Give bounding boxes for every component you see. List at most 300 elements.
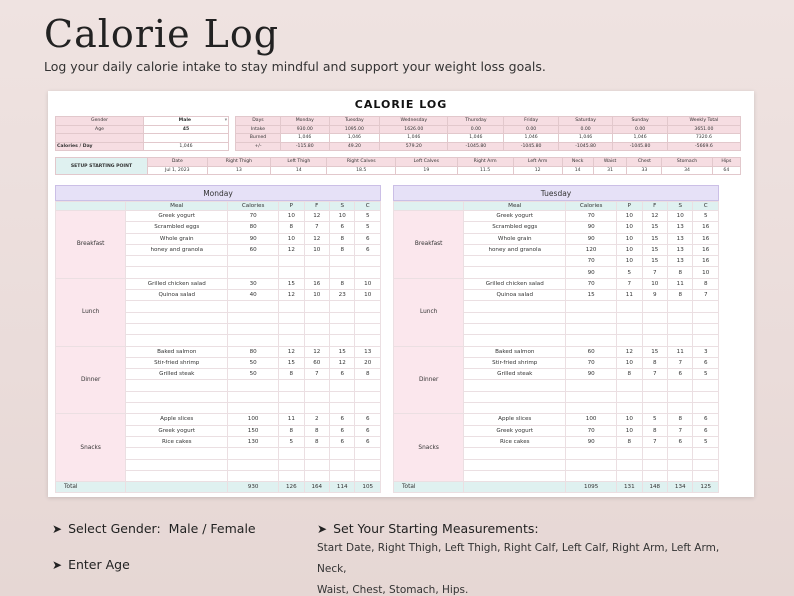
value-cell[interactable]: [228, 403, 279, 414]
value-cell[interactable]: 6: [355, 233, 381, 244]
value-cell[interactable]: 10: [304, 290, 329, 301]
value-cell[interactable]: 15: [279, 278, 304, 289]
food-cell[interactable]: [126, 448, 228, 459]
measure-input[interactable]: 11.5: [457, 166, 513, 175]
food-cell[interactable]: Whole grain: [464, 233, 566, 244]
food-cell[interactable]: [464, 256, 566, 267]
food-cell[interactable]: [464, 301, 566, 312]
value-cell[interactable]: 6: [330, 369, 355, 380]
value-cell[interactable]: 8: [330, 233, 355, 244]
value-cell[interactable]: [355, 323, 381, 334]
value-cell[interactable]: 15: [566, 290, 617, 301]
value-cell[interactable]: [668, 470, 693, 481]
measure-input[interactable]: 12: [513, 166, 562, 175]
value-cell[interactable]: 10: [355, 290, 381, 301]
food-cell[interactable]: Baked salmon: [464, 346, 566, 357]
value-cell[interactable]: 16: [693, 256, 719, 267]
value-cell[interactable]: [304, 323, 329, 334]
measure-input[interactable]: 64: [712, 166, 740, 175]
value-cell[interactable]: 50: [228, 369, 279, 380]
value-cell[interactable]: [642, 403, 667, 414]
value-cell[interactable]: [304, 267, 329, 278]
food-cell[interactable]: Greek yogurt: [464, 425, 566, 436]
value-cell[interactable]: [279, 391, 304, 402]
value-cell[interactable]: [228, 267, 279, 278]
value-cell[interactable]: [330, 470, 355, 481]
value-cell[interactable]: 7: [642, 436, 667, 447]
value-cell[interactable]: [642, 323, 667, 334]
value-cell[interactable]: [330, 335, 355, 346]
value-cell[interactable]: [304, 380, 329, 391]
value-cell[interactable]: 90: [228, 233, 279, 244]
food-cell[interactable]: [126, 391, 228, 402]
value-cell[interactable]: 8: [304, 425, 329, 436]
value-cell[interactable]: [330, 267, 355, 278]
value-cell[interactable]: [304, 391, 329, 402]
value-cell[interactable]: 8: [355, 369, 381, 380]
measure-input[interactable]: 19: [396, 166, 457, 175]
value-cell[interactable]: 8: [279, 425, 304, 436]
value-cell[interactable]: 10: [617, 357, 642, 368]
value-cell[interactable]: 6: [693, 357, 719, 368]
value-cell[interactable]: 6: [330, 222, 355, 233]
value-cell[interactable]: [617, 391, 642, 402]
value-cell[interactable]: [279, 267, 304, 278]
value-cell[interactable]: [355, 391, 381, 402]
food-cell[interactable]: Rice cakes: [126, 436, 228, 447]
value-cell[interactable]: 10: [617, 425, 642, 436]
value-cell[interactable]: [693, 380, 719, 391]
value-cell[interactable]: 9: [642, 290, 667, 301]
value-cell[interactable]: 70: [228, 211, 279, 222]
food-cell[interactable]: Stir-fried shrimp: [126, 357, 228, 368]
value-cell[interactable]: [304, 448, 329, 459]
value-cell[interactable]: [642, 335, 667, 346]
value-cell[interactable]: [304, 312, 329, 323]
value-cell[interactable]: [355, 459, 381, 470]
value-cell[interactable]: [617, 448, 642, 459]
value-cell[interactable]: 8: [279, 222, 304, 233]
value-cell[interactable]: 11: [279, 414, 304, 425]
value-cell[interactable]: [693, 448, 719, 459]
value-cell[interactable]: 5: [693, 211, 719, 222]
value-cell[interactable]: 10: [279, 233, 304, 244]
value-cell[interactable]: [355, 312, 381, 323]
value-cell[interactable]: 12: [304, 233, 329, 244]
value-cell[interactable]: [566, 301, 617, 312]
value-cell[interactable]: 12: [279, 290, 304, 301]
value-cell[interactable]: 10: [617, 222, 642, 233]
value-cell[interactable]: [228, 391, 279, 402]
value-cell[interactable]: 10: [617, 233, 642, 244]
value-cell[interactable]: [668, 323, 693, 334]
value-cell[interactable]: 6: [355, 244, 381, 255]
value-cell[interactable]: 30: [228, 278, 279, 289]
value-cell[interactable]: [355, 267, 381, 278]
value-cell[interactable]: 13: [668, 233, 693, 244]
gender-select[interactable]: [144, 117, 229, 126]
food-cell[interactable]: Scrambled eggs: [464, 222, 566, 233]
value-cell[interactable]: 8: [668, 414, 693, 425]
value-cell[interactable]: 10: [617, 256, 642, 267]
value-cell[interactable]: 7: [668, 425, 693, 436]
value-cell[interactable]: [566, 403, 617, 414]
food-cell[interactable]: [126, 335, 228, 346]
value-cell[interactable]: [617, 335, 642, 346]
value-cell[interactable]: [330, 301, 355, 312]
value-cell[interactable]: [693, 312, 719, 323]
food-cell[interactable]: Apple slices: [126, 414, 228, 425]
value-cell[interactable]: [330, 448, 355, 459]
value-cell[interactable]: 8: [330, 244, 355, 255]
value-cell[interactable]: [355, 335, 381, 346]
value-cell[interactable]: 8: [668, 290, 693, 301]
value-cell[interactable]: 7: [617, 278, 642, 289]
value-cell[interactable]: [355, 301, 381, 312]
value-cell[interactable]: 5: [693, 369, 719, 380]
value-cell[interactable]: 10: [693, 267, 719, 278]
value-cell[interactable]: [279, 323, 304, 334]
value-cell[interactable]: 60: [566, 346, 617, 357]
value-cell[interactable]: [617, 312, 642, 323]
value-cell[interactable]: [693, 459, 719, 470]
value-cell[interactable]: [668, 301, 693, 312]
value-cell[interactable]: [330, 312, 355, 323]
food-cell[interactable]: [126, 312, 228, 323]
value-cell[interactable]: 90: [566, 369, 617, 380]
value-cell[interactable]: 90: [566, 222, 617, 233]
value-cell[interactable]: [330, 380, 355, 391]
value-cell[interactable]: [566, 335, 617, 346]
value-cell[interactable]: 12: [304, 346, 329, 357]
value-cell[interactable]: 12: [304, 211, 329, 222]
value-cell[interactable]: 8: [668, 267, 693, 278]
value-cell[interactable]: [642, 380, 667, 391]
value-cell[interactable]: 5: [693, 436, 719, 447]
value-cell[interactable]: [330, 391, 355, 402]
value-cell[interactable]: 15: [642, 233, 667, 244]
value-cell[interactable]: 10: [642, 278, 667, 289]
measure-input[interactable]: 18.5: [327, 166, 396, 175]
value-cell[interactable]: [304, 470, 329, 481]
value-cell[interactable]: 10: [617, 211, 642, 222]
value-cell[interactable]: 6: [355, 425, 381, 436]
value-cell[interactable]: [642, 448, 667, 459]
value-cell[interactable]: [228, 256, 279, 267]
value-cell[interactable]: 90: [566, 436, 617, 447]
food-cell[interactable]: [126, 470, 228, 481]
value-cell[interactable]: 16: [693, 222, 719, 233]
value-cell[interactable]: 10: [617, 244, 642, 255]
value-cell[interactable]: 16: [693, 233, 719, 244]
value-cell[interactable]: [355, 470, 381, 481]
food-cell[interactable]: [464, 403, 566, 414]
food-cell[interactable]: Greek yogurt: [464, 211, 566, 222]
measure-input[interactable]: Jul 1, 2023: [148, 166, 208, 175]
value-cell[interactable]: 6: [330, 414, 355, 425]
food-cell[interactable]: Quinoa salad: [126, 290, 228, 301]
value-cell[interactable]: 12: [642, 211, 667, 222]
value-cell[interactable]: 60: [228, 244, 279, 255]
value-cell[interactable]: [355, 256, 381, 267]
value-cell[interactable]: [617, 380, 642, 391]
value-cell[interactable]: 13: [668, 244, 693, 255]
food-cell[interactable]: Stir-fried shrimp: [464, 357, 566, 368]
value-cell[interactable]: [642, 470, 667, 481]
value-cell[interactable]: [304, 459, 329, 470]
value-cell[interactable]: 7: [642, 267, 667, 278]
value-cell[interactable]: [279, 470, 304, 481]
value-cell[interactable]: 11: [668, 346, 693, 357]
value-cell[interactable]: [566, 380, 617, 391]
food-cell[interactable]: Apple slices: [464, 414, 566, 425]
value-cell[interactable]: [279, 312, 304, 323]
food-cell[interactable]: honey and granola: [464, 244, 566, 255]
value-cell[interactable]: [668, 335, 693, 346]
value-cell[interactable]: 90: [566, 267, 617, 278]
value-cell[interactable]: [355, 380, 381, 391]
value-cell[interactable]: 6: [330, 436, 355, 447]
value-cell[interactable]: [668, 391, 693, 402]
value-cell[interactable]: 60: [304, 357, 329, 368]
value-cell[interactable]: [279, 459, 304, 470]
value-cell[interactable]: 10: [330, 211, 355, 222]
value-cell[interactable]: [279, 380, 304, 391]
value-cell[interactable]: 6: [693, 425, 719, 436]
food-cell[interactable]: Grilled steak: [126, 369, 228, 380]
value-cell[interactable]: 16: [304, 278, 329, 289]
value-cell[interactable]: 5: [355, 211, 381, 222]
value-cell[interactable]: 12: [330, 357, 355, 368]
value-cell[interactable]: 5: [617, 267, 642, 278]
value-cell[interactable]: 20: [355, 357, 381, 368]
value-cell[interactable]: [642, 301, 667, 312]
value-cell[interactable]: [304, 301, 329, 312]
value-cell[interactable]: [228, 323, 279, 334]
value-cell[interactable]: 12: [617, 346, 642, 357]
food-cell[interactable]: [464, 448, 566, 459]
food-cell[interactable]: [464, 335, 566, 346]
value-cell[interactable]: [279, 301, 304, 312]
value-cell[interactable]: 7: [693, 290, 719, 301]
measure-input[interactable]: 33: [627, 166, 662, 175]
food-cell[interactable]: [126, 256, 228, 267]
value-cell[interactable]: 5: [279, 436, 304, 447]
value-cell[interactable]: 5: [642, 414, 667, 425]
value-cell[interactable]: [279, 403, 304, 414]
value-cell[interactable]: 70: [566, 425, 617, 436]
value-cell[interactable]: 130: [228, 436, 279, 447]
value-cell[interactable]: [693, 470, 719, 481]
value-cell[interactable]: [617, 403, 642, 414]
value-cell[interactable]: [668, 380, 693, 391]
value-cell[interactable]: [642, 312, 667, 323]
value-cell[interactable]: 6: [693, 414, 719, 425]
value-cell[interactable]: [617, 301, 642, 312]
value-cell[interactable]: [228, 335, 279, 346]
value-cell[interactable]: 15: [642, 244, 667, 255]
value-cell[interactable]: 6: [355, 414, 381, 425]
value-cell[interactable]: 90: [566, 233, 617, 244]
food-cell[interactable]: Greek yogurt: [126, 211, 228, 222]
value-cell[interactable]: 70: [566, 278, 617, 289]
value-cell[interactable]: [355, 403, 381, 414]
value-cell[interactable]: [668, 459, 693, 470]
measure-input[interactable]: 13: [207, 166, 271, 175]
value-cell[interactable]: 8: [330, 278, 355, 289]
value-cell[interactable]: [279, 335, 304, 346]
value-cell[interactable]: 3: [693, 346, 719, 357]
value-cell[interactable]: [228, 470, 279, 481]
value-cell[interactable]: [617, 323, 642, 334]
value-cell[interactable]: 8: [617, 436, 642, 447]
value-cell[interactable]: [693, 391, 719, 402]
food-cell[interactable]: honey and granola: [126, 244, 228, 255]
value-cell[interactable]: 13: [355, 346, 381, 357]
value-cell[interactable]: 8: [693, 278, 719, 289]
value-cell[interactable]: [279, 448, 304, 459]
food-cell[interactable]: Grilled chicken salad: [126, 278, 228, 289]
value-cell[interactable]: [642, 459, 667, 470]
value-cell[interactable]: 8: [642, 425, 667, 436]
food-cell[interactable]: [126, 380, 228, 391]
value-cell[interactable]: [693, 323, 719, 334]
value-cell[interactable]: [355, 448, 381, 459]
value-cell[interactable]: 6: [668, 369, 693, 380]
food-cell[interactable]: [464, 470, 566, 481]
food-cell[interactable]: [464, 380, 566, 391]
value-cell[interactable]: 70: [566, 256, 617, 267]
value-cell[interactable]: [566, 312, 617, 323]
food-cell[interactable]: Scrambled eggs: [126, 222, 228, 233]
value-cell[interactable]: [566, 470, 617, 481]
measure-input[interactable]: 14: [562, 166, 593, 175]
value-cell[interactable]: [304, 256, 329, 267]
value-cell[interactable]: 10: [668, 211, 693, 222]
food-cell[interactable]: [126, 403, 228, 414]
value-cell[interactable]: [566, 448, 617, 459]
food-cell[interactable]: [464, 267, 566, 278]
measure-input[interactable]: 34: [662, 166, 712, 175]
value-cell[interactable]: 10: [279, 211, 304, 222]
value-cell[interactable]: 6: [668, 436, 693, 447]
value-cell[interactable]: [304, 403, 329, 414]
food-cell[interactable]: [126, 267, 228, 278]
value-cell[interactable]: 11: [617, 290, 642, 301]
value-cell[interactable]: [668, 448, 693, 459]
value-cell[interactable]: [279, 256, 304, 267]
food-cell[interactable]: Greek yogurt: [126, 425, 228, 436]
value-cell[interactable]: 50: [228, 357, 279, 368]
value-cell[interactable]: 15: [642, 346, 667, 357]
value-cell[interactable]: 5: [355, 222, 381, 233]
measure-input[interactable]: 31: [593, 166, 627, 175]
value-cell[interactable]: 8: [617, 369, 642, 380]
food-cell[interactable]: Grilled chicken salad: [464, 278, 566, 289]
value-cell[interactable]: [330, 403, 355, 414]
value-cell[interactable]: [668, 403, 693, 414]
value-cell[interactable]: 11: [668, 278, 693, 289]
value-cell[interactable]: [330, 256, 355, 267]
food-cell[interactable]: Rice cakes: [464, 436, 566, 447]
value-cell[interactable]: [693, 403, 719, 414]
value-cell[interactable]: 2: [304, 414, 329, 425]
value-cell[interactable]: 70: [566, 211, 617, 222]
food-cell[interactable]: Whole grain: [126, 233, 228, 244]
value-cell[interactable]: [228, 312, 279, 323]
food-cell[interactable]: [126, 301, 228, 312]
value-cell[interactable]: 8: [304, 436, 329, 447]
food-cell[interactable]: [464, 459, 566, 470]
age-input[interactable]: 45: [144, 125, 229, 134]
food-cell[interactable]: [464, 391, 566, 402]
food-cell[interactable]: Baked salmon: [126, 346, 228, 357]
value-cell[interactable]: 8: [642, 357, 667, 368]
food-cell[interactable]: Quinoa salad: [464, 290, 566, 301]
value-cell[interactable]: [304, 335, 329, 346]
value-cell[interactable]: 40: [228, 290, 279, 301]
value-cell[interactable]: 100: [566, 414, 617, 425]
value-cell[interactable]: 16: [693, 244, 719, 255]
value-cell[interactable]: 12: [279, 244, 304, 255]
value-cell[interactable]: 6: [355, 436, 381, 447]
value-cell[interactable]: 7: [642, 369, 667, 380]
food-cell[interactable]: [464, 312, 566, 323]
value-cell[interactable]: [330, 459, 355, 470]
value-cell[interactable]: 7: [668, 357, 693, 368]
value-cell[interactable]: [693, 335, 719, 346]
value-cell[interactable]: [330, 323, 355, 334]
value-cell[interactable]: [566, 459, 617, 470]
value-cell[interactable]: 120: [566, 244, 617, 255]
value-cell[interactable]: [228, 448, 279, 459]
value-cell[interactable]: 13: [668, 256, 693, 267]
value-cell[interactable]: [617, 459, 642, 470]
value-cell[interactable]: 13: [668, 222, 693, 233]
food-cell[interactable]: [464, 323, 566, 334]
value-cell[interactable]: 6: [330, 425, 355, 436]
value-cell[interactable]: 70: [566, 357, 617, 368]
value-cell[interactable]: 10: [617, 414, 642, 425]
value-cell[interactable]: 100: [228, 414, 279, 425]
measure-input[interactable]: 14: [271, 166, 327, 175]
value-cell[interactable]: [642, 391, 667, 402]
value-cell[interactable]: 7: [304, 222, 329, 233]
value-cell[interactable]: [228, 301, 279, 312]
value-cell[interactable]: 10: [355, 278, 381, 289]
value-cell[interactable]: [617, 470, 642, 481]
value-cell[interactable]: 15: [279, 357, 304, 368]
value-cell[interactable]: 80: [228, 222, 279, 233]
value-cell[interactable]: 80: [228, 346, 279, 357]
value-cell[interactable]: 12: [279, 346, 304, 357]
value-cell[interactable]: [668, 312, 693, 323]
value-cell[interactable]: 10: [304, 244, 329, 255]
value-cell[interactable]: 23: [330, 290, 355, 301]
value-cell[interactable]: [566, 391, 617, 402]
value-cell[interactable]: [566, 323, 617, 334]
value-cell[interactable]: 150: [228, 425, 279, 436]
value-cell[interactable]: [693, 301, 719, 312]
value-cell[interactable]: [228, 380, 279, 391]
value-cell[interactable]: 15: [330, 346, 355, 357]
value-cell[interactable]: 7: [304, 369, 329, 380]
value-cell[interactable]: 15: [642, 222, 667, 233]
value-cell[interactable]: 8: [279, 369, 304, 380]
food-cell[interactable]: [126, 459, 228, 470]
value-cell[interactable]: 15: [642, 256, 667, 267]
food-cell[interactable]: [126, 323, 228, 334]
